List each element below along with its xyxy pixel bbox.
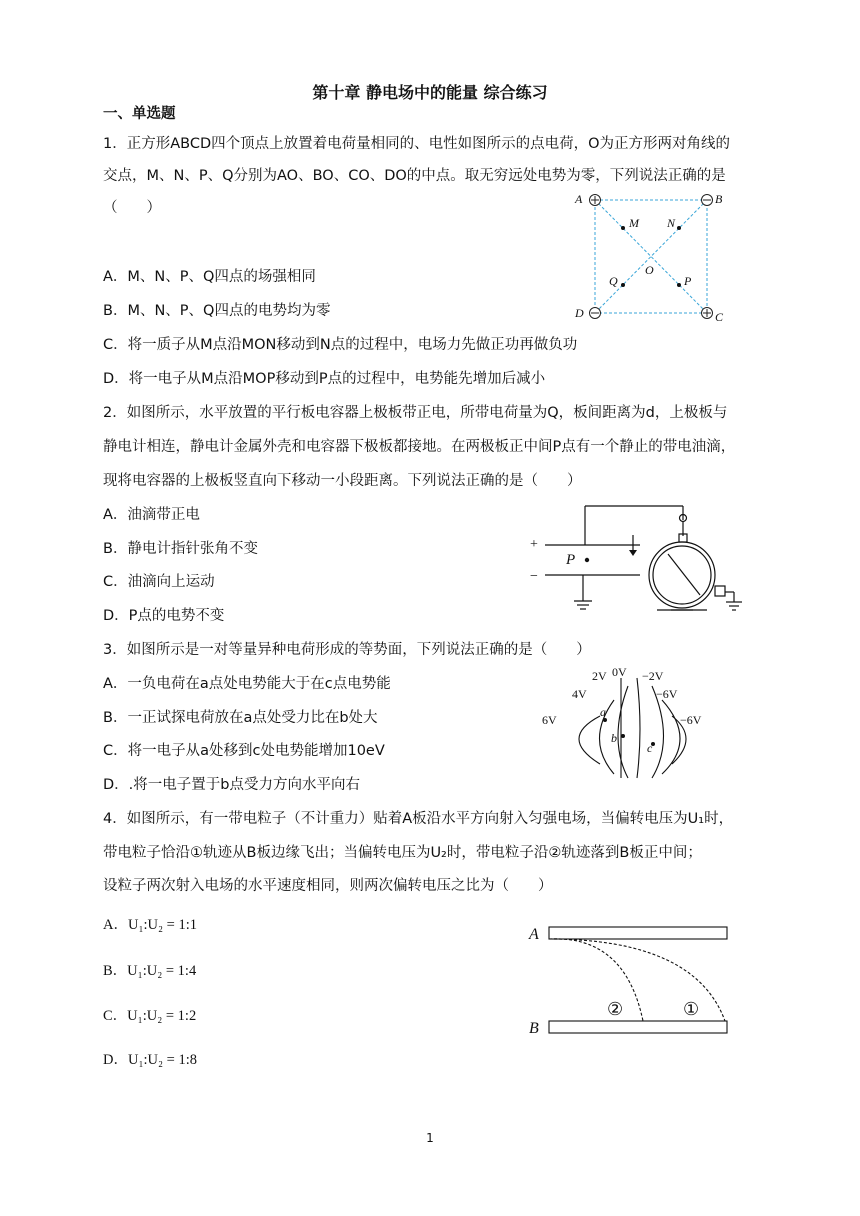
- q1-label-m: M: [629, 216, 639, 230]
- q1-label-d: D: [575, 306, 584, 320]
- q3-label-c: c: [647, 741, 653, 755]
- q3-label-2v: 2V: [592, 669, 607, 683]
- q1-label-c: C: [715, 310, 724, 324]
- q3-label-neg6v: −6V: [680, 713, 702, 727]
- q2-option-a: A．油滴带正电: [103, 507, 200, 523]
- q1-label-o: O: [645, 263, 654, 277]
- q2-minus-sign: −: [530, 569, 538, 584]
- q1-option-d: D．将一电子从M点沿MOP移动到P点的过程中，电势能先增加后减小: [103, 371, 546, 387]
- q4-stem-line3: 设粒子两次射入电场的水平速度相同，则两次偏转电压之比为（ ）: [103, 878, 553, 894]
- q3-label-4v: 4V: [572, 687, 587, 701]
- q1-label-p: P: [684, 274, 692, 288]
- q3-equipotential-figure: [540, 660, 720, 780]
- q3-label-neg6v-top: −6V: [656, 687, 678, 701]
- q3-label-neg2v: −2V: [642, 669, 664, 683]
- q4-option-b: B．U₁:U₂ = 1:4: [103, 963, 197, 979]
- q2-stem-line2: 静电计相连，静电计金属外壳和电容器下极板都接地。在两极板正中间P点有一个静止的带电油滴，: [103, 439, 736, 455]
- q4-track-1-label: ①: [683, 999, 700, 1019]
- q2-option-b: B．静电计指针张角不变: [103, 541, 258, 557]
- q3-option-c: C．将一电子从a处移到c处电势能增加10eV: [103, 743, 385, 759]
- page-title: 第十章 静电场中的能量 综合练习: [312, 83, 548, 102]
- q1-paren: （ ）: [103, 200, 161, 216]
- q2-option-d: D．P点的电势不变: [103, 608, 225, 624]
- q1-stem-line2: 交点，M、N、P、Q分别为AO、BO、CO、DO的中点。取无穷远处电势为零，下列说法正确的是: [103, 168, 726, 184]
- q1-label-q: Q: [609, 274, 618, 288]
- q1-stem-line1: 1．正方形ABCD四个顶点上放置着电荷量相同的、电性如图所示的点电荷，O为正方形两对角线的: [103, 136, 731, 152]
- q3-label-6v: 6V: [542, 713, 557, 727]
- q1-label-a: A: [575, 192, 583, 206]
- q2-option-c: C．油滴向上运动: [103, 574, 215, 590]
- q3-option-d: D．.将一电子置于b点受力方向水平向右: [103, 777, 360, 793]
- q1-label-b: B: [715, 192, 723, 206]
- q1-square-figure: [565, 185, 735, 325]
- q4-label-b: B: [529, 1020, 539, 1037]
- q4-option-d: D．U₁:U₂ = 1:8: [103, 1052, 198, 1068]
- q4-option-a: A．U₁:U₂ = 1:1: [103, 917, 198, 933]
- q1-option-b: B．M、N、P、Q四点的电势均为零: [103, 303, 331, 319]
- q3-label-a: a: [600, 705, 606, 719]
- q2-label-p: P: [566, 552, 576, 568]
- section-heading: 一、单选题: [103, 106, 176, 122]
- q3-option-a: A．一负电荷在a点处电势能大于在c点电势能: [103, 676, 391, 692]
- q2-plus-sign: +: [530, 537, 538, 552]
- q1-option-c: C．将一质子从M点沿MON移动到N点的过程中，电场力先做正功再做负功: [103, 337, 578, 353]
- q2-stem-line3: 现将电容器的上极板竖直向下移动一小段距离。下列说法正确的是（ ）: [103, 473, 582, 489]
- q4-stem-line2: 带电粒子恰沿①轨迹从B板边缘飞出；当偏转电压为U₂时，带电粒子沿②轨迹落到B板正中间；: [103, 845, 702, 861]
- q4-option-c: C．U₁:U₂ = 1:2: [103, 1008, 197, 1024]
- q1-label-n: N: [667, 216, 676, 230]
- q3-label-b: b: [611, 731, 617, 745]
- q2-stem-line1: 2．如图所示，水平放置的平行板电容器上极板带正电，所带电荷量为Q，板间距离为d，上极板与: [103, 405, 728, 421]
- q4-stem-line1: 4．如图所示，有一带电粒子（不计重力）贴着A板沿水平方向射入匀强电场，当偏转电压为U₁时，: [103, 811, 734, 827]
- q4-deflection-figure: [525, 915, 735, 1040]
- q3-stem: 3．如图所示是一对等量异种电荷形成的等势面，下列说法正确的是（ ）: [103, 642, 591, 658]
- q4-track-2-label: ②: [607, 999, 624, 1019]
- q4-label-a: A: [529, 926, 539, 943]
- page-number: 1: [426, 1131, 434, 1145]
- q2-capacitor-figure: [520, 498, 750, 623]
- q3-label-0v: 0V: [612, 665, 627, 679]
- q1-option-a: A．M、N、P、Q四点的场强相同: [103, 269, 316, 285]
- q3-option-b: B．一正试探电荷放在a点处受力比在b处大: [103, 710, 378, 726]
